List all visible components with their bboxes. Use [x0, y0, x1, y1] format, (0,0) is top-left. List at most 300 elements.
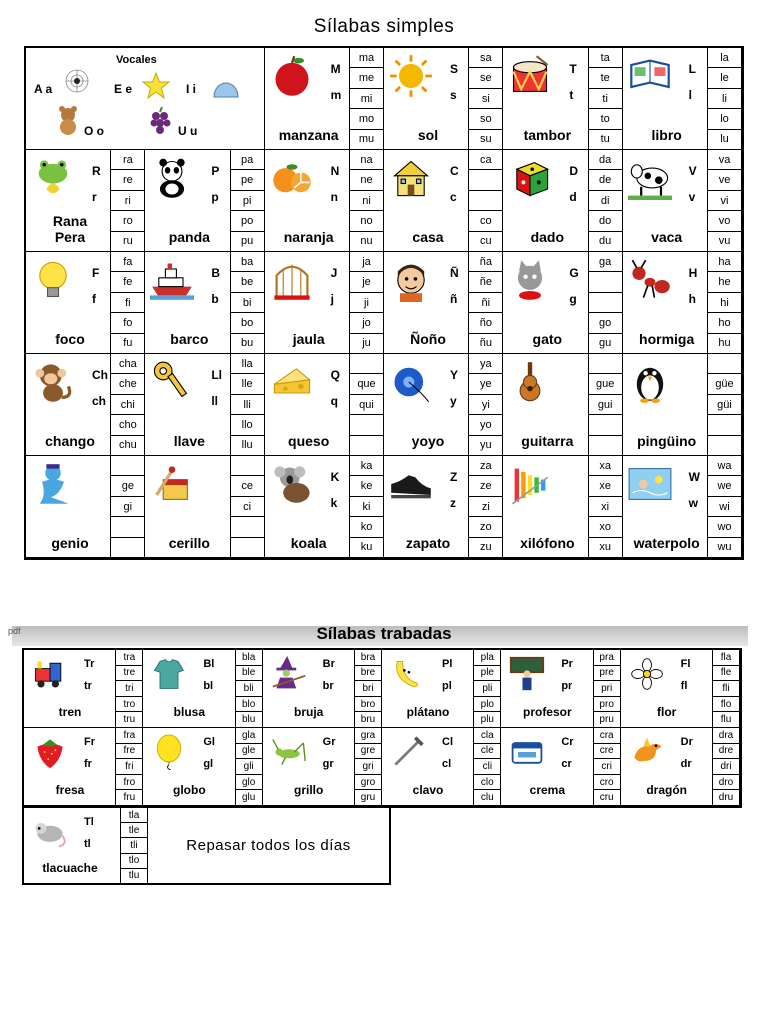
syllable: fu	[123, 337, 133, 350]
syllable: le	[708, 68, 741, 88]
syllable: ge	[111, 476, 144, 496]
syllable: pla	[474, 650, 500, 666]
syllable: gi	[111, 497, 144, 517]
syllable: bi	[231, 293, 264, 313]
syllable-cell	[623, 48, 742, 150]
lowercase-blend: fl	[680, 680, 688, 692]
nail-icon	[388, 734, 428, 770]
orange-icon	[269, 156, 315, 200]
blend-cell	[382, 728, 501, 806]
syllable: su	[480, 133, 492, 146]
syllable: zo	[469, 517, 502, 537]
keyword-label: guitarra	[521, 433, 574, 449]
syllable	[231, 538, 264, 557]
lowercase-letter: t	[569, 88, 574, 102]
uppercase-letter: P	[211, 164, 220, 178]
syllable	[350, 415, 383, 435]
syllable: fru	[123, 792, 136, 804]
syllable	[589, 436, 622, 455]
pdf-label: pdf	[8, 626, 21, 636]
syllable: lla	[231, 354, 264, 374]
cream-icon	[507, 734, 547, 770]
syllable: yo	[469, 415, 502, 435]
blend-cell	[143, 728, 262, 806]
blend-cell	[501, 650, 620, 728]
genie-icon	[30, 462, 76, 506]
keyword-label: blusa	[173, 705, 205, 719]
apple-icon	[269, 54, 315, 98]
syllable: dro	[713, 775, 739, 791]
uppercase-letter: Ch	[92, 368, 108, 382]
syllable: cha	[111, 354, 144, 374]
bulb-icon	[30, 258, 76, 302]
syllable: yi	[469, 395, 502, 415]
syllable: pi	[231, 191, 264, 211]
syllable: güi	[708, 395, 741, 415]
syllable: xe	[589, 476, 622, 496]
frog-icon	[30, 156, 76, 200]
bear-icon	[56, 106, 80, 136]
lowercase-blend: pr	[561, 680, 573, 692]
keyword-label: Rana Pera	[52, 213, 88, 245]
uppercase-blend: Fl	[680, 658, 691, 670]
panda-icon	[149, 156, 195, 200]
syllable: fa	[111, 252, 144, 272]
syllable: gu	[599, 337, 612, 350]
keyword-label: flor	[656, 705, 677, 719]
syllable: plo	[474, 697, 500, 713]
syllable: bla	[236, 650, 262, 666]
syllable: güe	[708, 374, 741, 394]
vowel-e: E e	[114, 82, 133, 96]
syllable: do	[589, 211, 622, 231]
syllable	[589, 415, 622, 435]
lowercase-blend: gr	[322, 758, 334, 770]
lowercase-letter: y	[450, 394, 457, 408]
uppercase-letter: N	[330, 164, 340, 178]
blend-cell	[24, 728, 143, 806]
syllable-cell	[384, 354, 503, 456]
syllable: ne	[350, 170, 383, 190]
syllable	[708, 436, 741, 455]
syllable: ñu	[479, 337, 492, 350]
syllable: na	[350, 150, 383, 170]
train-icon	[30, 656, 70, 692]
uppercase-letter: S	[450, 62, 459, 76]
xylophone-icon	[507, 462, 553, 506]
syllable: fli	[713, 681, 739, 697]
uppercase-blend: Cl	[442, 736, 453, 748]
syllable-column	[349, 456, 383, 557]
keyword-label: koala	[290, 535, 327, 551]
syllable: pro	[594, 697, 620, 713]
syllable: nu	[360, 235, 373, 248]
page-title: Sílabas simples	[313, 16, 455, 37]
syllable: ki	[350, 497, 383, 517]
syllable: cru	[599, 792, 614, 804]
syllable	[111, 538, 144, 557]
syllable: ju	[362, 337, 371, 350]
uppercase-letter: J	[330, 266, 338, 280]
lowercase-blend: cl	[442, 758, 452, 770]
keyword-label: dado	[530, 229, 565, 245]
lowercase-blend: dr	[680, 758, 692, 770]
blend-syllables-last-row	[22, 807, 391, 885]
syllable: fri	[116, 759, 142, 775]
syllable: gue	[589, 374, 622, 394]
koala-icon	[269, 462, 315, 506]
syllable-column	[468, 354, 502, 455]
syllable: ri	[111, 191, 144, 211]
syllable: que	[350, 374, 383, 394]
syllable: be	[231, 272, 264, 292]
lowercase-blend: tl	[84, 838, 91, 850]
keyword-label: panda	[168, 229, 210, 245]
keyword-label: casa	[412, 229, 444, 245]
syllable-column	[354, 650, 381, 727]
syllable: to	[589, 109, 622, 129]
ship-icon	[149, 258, 195, 302]
lowercase-letter: d	[569, 190, 577, 204]
syllable: bri	[355, 681, 381, 697]
keyword-label: genio	[51, 535, 89, 551]
syllable: ke	[350, 476, 383, 496]
boy-icon	[388, 258, 434, 302]
syllable: ko	[350, 517, 383, 537]
syllable-cell	[503, 48, 622, 150]
syllable: ve	[708, 170, 741, 190]
lowercase-letter: v	[688, 190, 696, 204]
syllable	[589, 293, 622, 313]
syllable-column	[115, 650, 142, 727]
syllable-column	[707, 456, 741, 557]
keyword-label: waterpolo	[633, 535, 700, 551]
syllable: pe	[231, 170, 264, 190]
balloon-icon	[149, 734, 189, 770]
syllable: bro	[355, 697, 381, 713]
lowercase-blend: fr	[84, 758, 92, 770]
syllable: po	[231, 211, 264, 231]
blend-cell	[24, 808, 148, 883]
key-icon	[149, 360, 195, 404]
syllable: dru	[718, 792, 734, 804]
syllable-column	[349, 252, 383, 353]
uppercase-letter: Ll	[211, 368, 222, 382]
syllable: tlu	[128, 870, 140, 882]
uppercase-letter: Ñ	[450, 266, 459, 280]
lowercase-letter: p	[211, 190, 219, 204]
uppercase-letter: B	[211, 266, 220, 280]
syllable: no	[350, 211, 383, 231]
lowercase-blend: br	[322, 680, 334, 692]
lowercase-letter: q	[330, 394, 338, 408]
syllable-column	[588, 150, 622, 251]
keyword-label: zapato	[405, 535, 451, 551]
syllable: gra	[355, 728, 381, 744]
syllable: flu	[720, 714, 732, 726]
vowel-o: O o	[84, 124, 104, 138]
syllable-cell	[503, 456, 622, 558]
syllable-column	[473, 728, 500, 805]
syllable: pli	[474, 681, 500, 697]
syllable	[589, 272, 622, 292]
syllable: cro	[594, 775, 620, 791]
syllable: plu	[480, 714, 494, 726]
syllable-column	[707, 252, 741, 353]
syllable: ñi	[469, 293, 502, 313]
syllable: pri	[594, 681, 620, 697]
syllable: dra	[713, 728, 739, 744]
keyword-label: queso	[288, 433, 330, 449]
syllable-cell	[623, 354, 742, 456]
syllable-column	[354, 728, 381, 805]
syllable: sa	[469, 48, 502, 68]
syllable: gli	[236, 759, 262, 775]
syllable-cell	[265, 456, 384, 558]
syllable: xu	[599, 541, 611, 554]
syllable: tla	[121, 808, 147, 823]
syllable: cri	[594, 759, 620, 775]
syllable: ni	[350, 191, 383, 211]
syllable: tu	[600, 133, 610, 146]
keyword-label: pingüino	[637, 433, 697, 449]
syllable: tra	[116, 650, 142, 666]
syllable-column	[468, 150, 502, 251]
uppercase-letter: F	[92, 266, 100, 280]
syllable: si	[469, 89, 502, 109]
syllable-cell	[26, 456, 145, 558]
keyword-label: clavo	[412, 783, 444, 797]
house-icon	[388, 156, 434, 200]
syllable: ze	[469, 476, 502, 496]
syllable-column	[110, 354, 144, 455]
syllable-column	[230, 456, 264, 557]
syllable-column	[349, 150, 383, 251]
syllable-cell	[384, 252, 503, 354]
syllable: ya	[469, 354, 502, 374]
syllable: ye	[469, 374, 502, 394]
syllable: zu	[480, 541, 492, 554]
keyword-label: naranja	[283, 229, 334, 245]
witch-icon	[269, 656, 309, 692]
uppercase-letter: L	[688, 62, 696, 76]
syllable: ple	[474, 666, 500, 682]
sun-icon	[388, 54, 434, 98]
penguin-icon	[627, 360, 673, 404]
syllable: gle	[236, 744, 262, 760]
banana-icon	[388, 656, 428, 692]
keyword-label: yoyo	[411, 433, 445, 449]
guitar-icon	[507, 360, 553, 404]
uppercase-letter: R	[92, 164, 101, 178]
syllable-column	[468, 48, 502, 149]
syllable: yu	[480, 439, 492, 452]
uppercase-letter: C	[450, 164, 459, 178]
lowercase-letter: k	[330, 496, 338, 510]
lowercase-blend: tr	[84, 680, 92, 692]
lowercase-letter: h	[688, 292, 696, 306]
syllable: ka	[350, 456, 383, 476]
uppercase-letter: V	[688, 164, 697, 178]
syllable: vo	[708, 211, 741, 231]
blend-cell	[143, 650, 262, 728]
syllable: za	[469, 456, 502, 476]
uppercase-letter: K	[330, 470, 340, 484]
syllable: che	[111, 374, 144, 394]
syllable	[708, 354, 741, 374]
match-icon	[149, 462, 195, 506]
syllable: lle	[231, 374, 264, 394]
syllable-cell	[623, 252, 742, 354]
syllable: ra	[111, 150, 144, 170]
blend-cell	[263, 728, 382, 806]
syllable: co	[469, 211, 502, 231]
syllable-column	[707, 150, 741, 251]
syllable: lo	[708, 109, 741, 129]
lowercase-letter: l	[688, 88, 692, 102]
syllable: hu	[718, 337, 731, 350]
syllable: cre	[594, 744, 620, 760]
lowercase-blend: bl	[203, 680, 214, 692]
syllable-column	[468, 456, 502, 557]
syllable	[111, 456, 144, 476]
syllable: bu	[241, 337, 254, 350]
keyword-label: tambor	[523, 127, 572, 143]
syllable-column	[468, 252, 502, 353]
uppercase-letter: Z	[450, 470, 458, 484]
cheese-icon	[269, 360, 315, 404]
syllable-column	[230, 252, 264, 353]
syllable-column	[712, 728, 739, 805]
blend-cell	[263, 650, 382, 728]
syllable: pru	[599, 714, 614, 726]
syllable-cell	[623, 150, 742, 252]
syllable: jo	[350, 313, 383, 333]
syllable: vi	[708, 191, 741, 211]
drum-icon	[507, 54, 553, 98]
syllable: bli	[236, 681, 262, 697]
syllable: cra	[594, 728, 620, 744]
lowercase-blend: gl	[203, 758, 214, 770]
syllable: me	[350, 68, 383, 88]
uppercase-blend: Tl	[84, 816, 94, 828]
syllable	[231, 456, 264, 476]
syllable: je	[350, 272, 383, 292]
syllable: mi	[350, 89, 383, 109]
simple-syllables-table	[24, 46, 744, 560]
syllable-cell	[503, 150, 622, 252]
keyword-label: chango	[45, 433, 95, 449]
keyword-label: globo	[173, 783, 206, 797]
keyword-label: fresa	[55, 783, 85, 797]
syllable: mo	[350, 109, 383, 129]
syllable-column	[230, 150, 264, 251]
syllable: llu	[241, 439, 253, 452]
uppercase-blend: Bl	[203, 658, 215, 670]
syllable-column	[235, 728, 262, 805]
syllable: wa	[708, 456, 741, 476]
syllable-column	[588, 48, 622, 149]
syllable: du	[599, 235, 612, 248]
syllable: cla	[474, 728, 500, 744]
syllable: cu	[480, 235, 492, 248]
lowercase-letter: n	[330, 190, 338, 204]
syllable: blo	[236, 697, 262, 713]
syllable: flo	[713, 697, 739, 713]
syllable: bra	[355, 650, 381, 666]
syllable-column	[110, 252, 144, 353]
syllable: tli	[121, 838, 147, 853]
syllable-cell	[384, 150, 503, 252]
keyword-label: hormiga	[639, 331, 695, 347]
syllable-cell	[384, 456, 503, 558]
syllable: pa	[231, 150, 264, 170]
monkey-icon	[30, 360, 76, 404]
syllable: ba	[231, 252, 264, 272]
syllable: ci	[231, 497, 264, 517]
syllable-cell	[26, 252, 145, 354]
uppercase-blend: Br	[322, 658, 335, 670]
syllable: clu	[480, 792, 494, 804]
syllable-column	[707, 354, 741, 455]
cat-icon	[507, 258, 553, 302]
dice-icon	[507, 156, 553, 200]
syllable: re	[111, 170, 144, 190]
lowercase-letter: g	[569, 292, 577, 306]
syllable	[350, 436, 383, 455]
syllable: chu	[118, 439, 137, 452]
syllable: gru	[360, 792, 376, 804]
blend-cell	[24, 650, 143, 728]
keyword-label: vaca	[651, 229, 683, 245]
keyword-label: crema	[529, 783, 566, 797]
syllable-cell	[145, 456, 264, 558]
lowercase-letter: ñ	[450, 292, 458, 306]
syllable-column	[473, 650, 500, 727]
syllable: fro	[116, 775, 142, 791]
syllable-column	[593, 728, 620, 805]
keyword-label: llave	[173, 433, 205, 449]
syllable-column	[230, 354, 264, 455]
cow-icon	[627, 156, 673, 200]
syllable-column	[593, 650, 620, 727]
lowercase-letter: b	[211, 292, 219, 306]
uppercase-blend: Gr	[322, 736, 336, 748]
uppercase-blend: Fr	[84, 736, 95, 748]
keyword-label: Ñoño	[410, 331, 446, 347]
syllable: ja	[350, 252, 383, 272]
syllable-cell	[265, 48, 384, 150]
syllable-cell	[145, 150, 264, 252]
book-icon	[627, 54, 673, 98]
uppercase-letter: W	[688, 470, 700, 484]
syllable: ti	[589, 89, 622, 109]
lowercase-letter: ch	[92, 394, 107, 408]
uppercase-blend: Pr	[561, 658, 573, 670]
syllable: gro	[355, 775, 381, 791]
syllable-cell	[26, 354, 145, 456]
syllable: lli	[231, 395, 264, 415]
keyword-label: bruja	[293, 705, 324, 719]
syllable: cle	[474, 744, 500, 760]
syllable: go	[589, 313, 622, 333]
syllable: pre	[594, 666, 620, 682]
syllable: va	[708, 150, 741, 170]
syllable: xo	[589, 517, 622, 537]
syllable: lu	[720, 133, 729, 146]
keyword-label: cerillo	[168, 535, 210, 551]
syllable: bo	[231, 313, 264, 333]
